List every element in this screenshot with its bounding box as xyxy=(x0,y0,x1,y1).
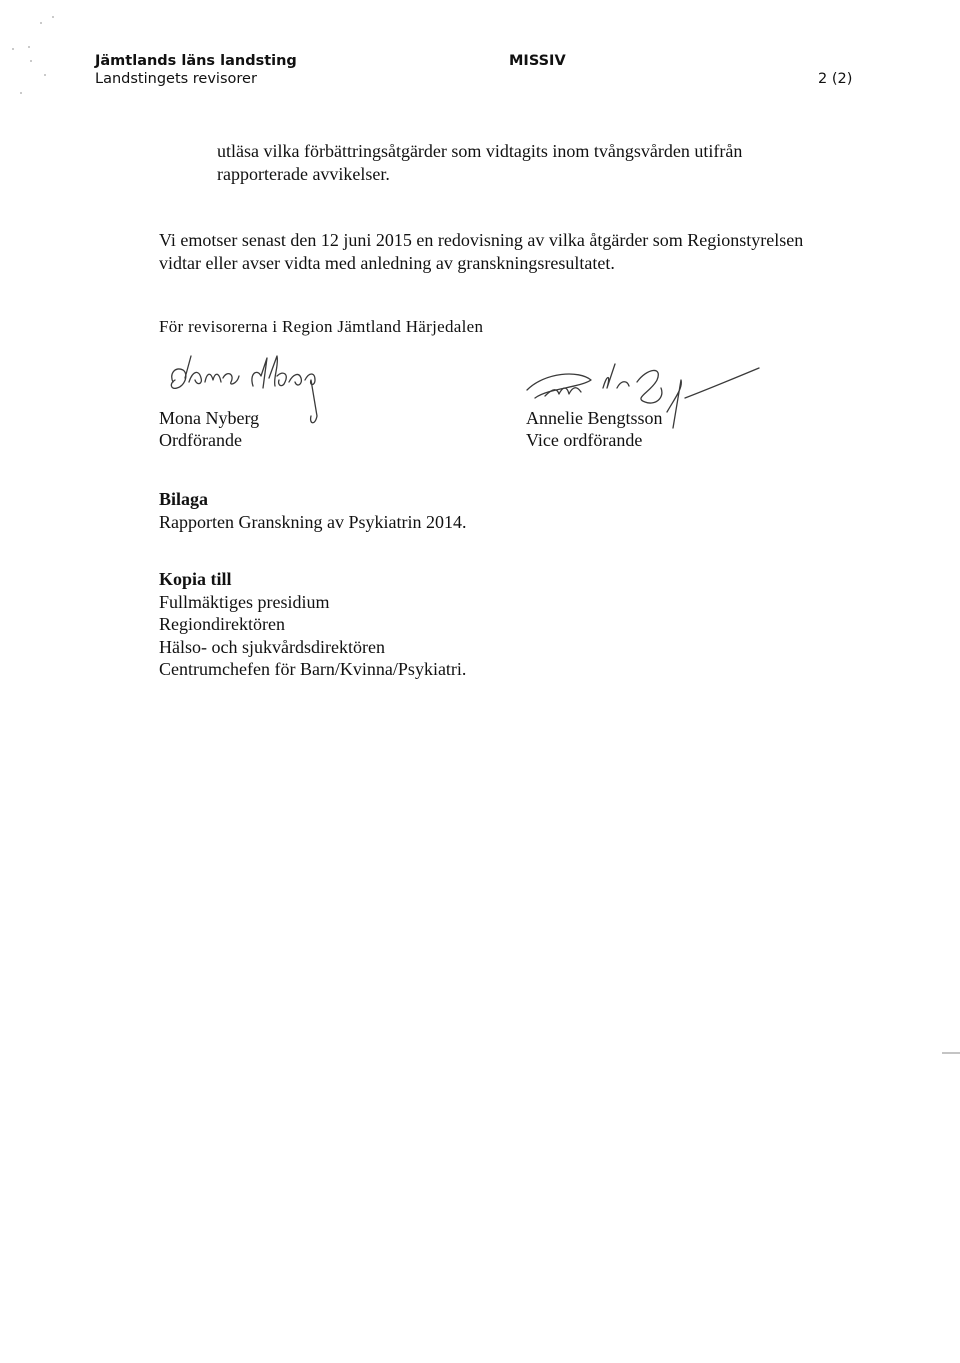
signatory-1-role: Ordförande xyxy=(159,430,242,450)
header-page-number: 2 (2) xyxy=(818,71,853,87)
copy-to-recipient: Fullmäktiges presidium xyxy=(159,591,330,612)
scan-edge-mark xyxy=(942,1052,960,1054)
body-paragraph-1: utläsa vilka förbättringsåtgärder som vidtagits inom tvångsvården utifrån rapporterade avvikelser. xyxy=(217,141,743,184)
attachment-item: Rapporten Granskning av Psykiatrin 2014. xyxy=(159,511,467,532)
copy-to-recipient: Hälso- och sjukvårdsdirektören xyxy=(159,636,385,657)
attachment-heading: Bilaga xyxy=(159,489,209,509)
body-paragraph-2: Vi emotser senast den 12 juni 2015 en redovisning av vilka åtgärder som Regionstyrelsen vidtar eller avser vidta med anledning av granskningsresultatet. xyxy=(159,230,804,273)
copy-to-recipient: Centrumchefen för Barn/Kvinna/Psykiatri. xyxy=(159,659,467,679)
signature-intro: För revisorerna i Region Jämtland Härjedalen xyxy=(159,317,484,336)
copy-to-heading: Kopia till xyxy=(159,569,232,589)
header-document-type: MISSIV xyxy=(509,53,566,69)
signatory-1-name: Mona Nyberg xyxy=(159,408,260,428)
header-organization: Jämtlands läns landsting xyxy=(95,53,297,69)
header-department: Landstingets revisorer xyxy=(95,71,257,87)
signatory-2-name: Annelie Bengtsson xyxy=(526,408,663,428)
copy-to-section xyxy=(159,568,466,681)
attachment-section xyxy=(159,488,466,533)
signatory-2-role: Vice ordförande xyxy=(526,430,643,450)
copy-to-recipient: Regiondirektören xyxy=(159,614,285,634)
